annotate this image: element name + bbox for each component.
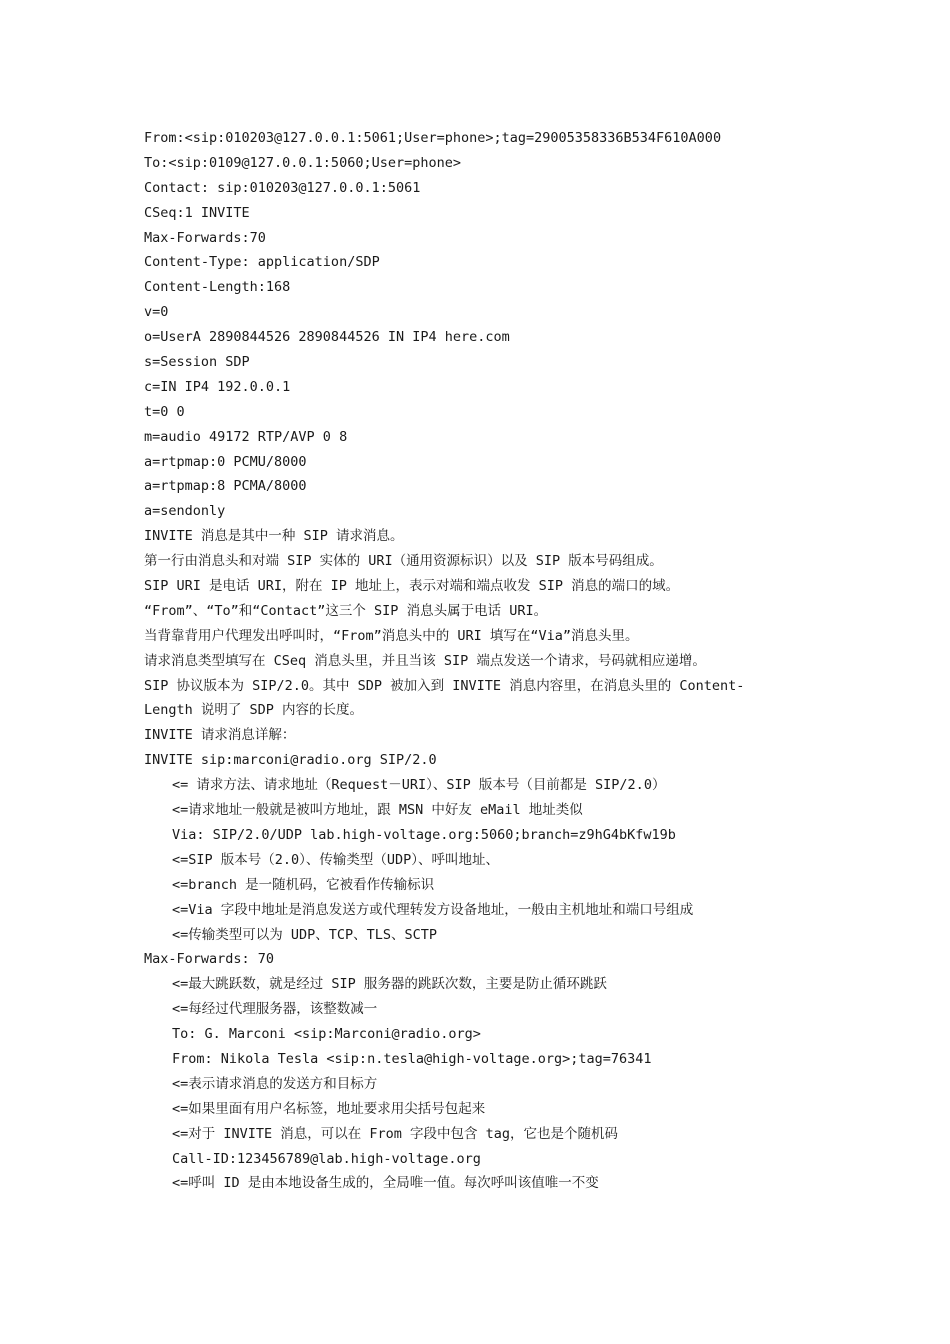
text-line: Call-ID:123456789@lab.high-voltage.org: [172, 1150, 481, 1167]
text-line: o=UserA 2890844526 2890844526 IN IP4 here.com: [144, 329, 510, 346]
text-line: <=表示请求消息的发送方和目标方: [172, 1075, 378, 1092]
text-line: <=branch 是一随机码，它被看作传输标识: [172, 876, 435, 893]
text-line: INVITE sip:marconi@radio.org SIP/2.0: [144, 752, 437, 769]
text-line: Contact: sip:010203@127.0.0.1:5061: [144, 179, 421, 196]
text-line: <=传输类型可以为 UDP、TCP、TLS、SCTP: [172, 926, 438, 943]
text-line: <=每经过代理服务器，该整数减一: [172, 1001, 378, 1018]
text-line: To: G. Marconi <sip:Marconi@radio.org>: [172, 1026, 481, 1043]
text-line: <=对于 INVITE 消息，可以在 From 字段中包含 tag，它也是个随机码: [172, 1125, 619, 1142]
text-line: From:<sip:010203@127.0.0.1:5061;User=phone>;tag=29005358336B534F610A000: [144, 130, 722, 146]
text-line: 请求消息类型填写在 CSeq 消息头里，并且当该 SIP 端点发送一个请求，号码就相应递增。: [144, 652, 706, 669]
text-line: SIP URI 是电话 URI，附在 IP 地址上，表示对端和端点收发 SIP 消息的端口的域。: [144, 578, 680, 595]
text-line: <= 请求方法、请求地址（Request－URI）、SIP 版本号（目前都是 SIP/2.0）: [172, 777, 666, 794]
text-line: <=请求地址一般就是被叫方地址，跟 MSN 中好友 eMail 地址类似: [172, 802, 583, 819]
text-line: <=呼叫 ID 是由本地设备生成的，全局唯一值。每次呼叫该值唯一不变: [172, 1175, 599, 1192]
text-line: INVITE 消息是其中一种 SIP 请求消息。: [144, 528, 404, 545]
text-line: <=最大跳跃数，就是经过 SIP 服务器的跳跃次数，主要是防止循环跳跃: [172, 976, 607, 993]
text-line: INVITE 请求消息详解：: [144, 727, 296, 744]
text-line: a=rtpmap:0 PCMU/8000: [144, 453, 307, 470]
text-line: To:<sip:0109@127.0.0.1:5060;User=phone>: [144, 154, 461, 171]
text-line: 第一行由消息头和对端 SIP 实体的 URI（通用资源标识）以及 SIP 版本号码组成。: [144, 553, 663, 570]
text-line: CSeq:1 INVITE: [144, 204, 250, 221]
text-line: Length 说明了 SDP 内容的长度。: [144, 702, 364, 719]
text-line: Content-Length:168: [144, 279, 291, 296]
text-line: From: Nikola Tesla <sip:n.tesla@high-voltage.org>;tag=76341: [172, 1050, 652, 1067]
text-line: SIP 协议版本为 SIP/2.0。其中 SDP 被加入到 INVITE 消息内容里，在消息头里的 Content-: [144, 677, 745, 694]
text-line: s=Session SDP: [144, 354, 250, 371]
text-line: a=sendonly: [144, 503, 226, 520]
text-line: c=IN IP4 192.0.0.1: [144, 378, 291, 395]
text-line: Content-Type: application/SDP: [144, 254, 380, 271]
text-line: m=audio 49172 RTP/AVP 0 8: [144, 428, 348, 445]
text-line: t=0 0: [144, 403, 185, 420]
text-line: <=SIP 版本号（2.0）、传输类型（UDP）、呼叫地址、: [172, 851, 500, 868]
text-line: Via: SIP/2.0/UDP lab.high-voltage.org:5060;branch=z9hG4bKfw19b: [172, 826, 676, 843]
document-body: [144, 126, 924, 1196]
text-line: a=rtpmap:8 PCMA/8000: [144, 478, 307, 495]
text-line: “From”、“To”和“Contact”这三个 SIP 消息头属于电话 URI。: [144, 602, 548, 619]
text-line: <=如果里面有用户名标签，地址要求用尖括号包起来: [172, 1100, 486, 1117]
text-line: <=Via 字段中地址是消息发送方或代理转发方设备地址，一般由主机地址和端口号组成: [172, 901, 694, 918]
text-line: v=0: [144, 304, 169, 321]
text-line: Max-Forwards:70: [144, 229, 266, 246]
text-line: 当背靠背用户代理发出呼叫时，“From”消息头中的 URI 填写在“Via”消息头里。: [144, 627, 639, 644]
text-line: Max-Forwards: 70: [144, 951, 275, 968]
